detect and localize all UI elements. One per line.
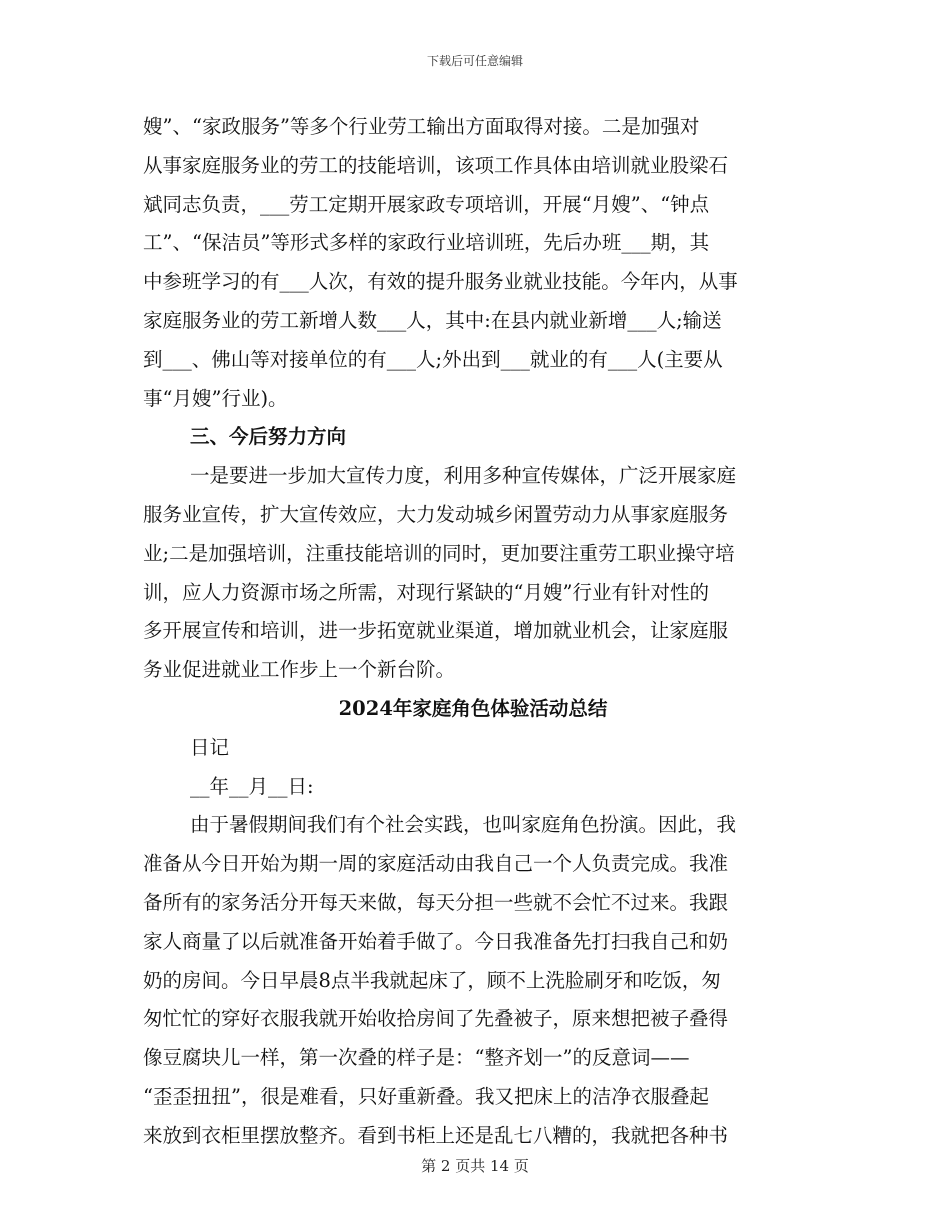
body-line: 奶的房间。今日早晨8点半我就起床了，顾不上洗脸刷牙和吃饭，匆 (143, 968, 721, 992)
body-line: 由于暑假期间我们有个社会实践，也叫家庭角色扮演。因此，我 (190, 813, 737, 837)
diary-label: 日记 (190, 735, 230, 759)
body-line: 务业促进就业工作步上一个新台阶。 (143, 658, 456, 682)
body-line: 训，应人力资源市场之所需，对现行紧缺的“月嫂”行业有针对性的 (143, 580, 709, 604)
page-number: 第 2 页共 14 页 (421, 1157, 529, 1175)
body-line: 匆忙忙的穿好衣服我就开始收拾房间了先叠被子，原来想把被子叠得 (143, 1007, 729, 1031)
body-line: 一是要进一步加大宣传力度，利用多种宣传媒体，广泛开展家庭 (190, 464, 737, 488)
body-line: 斌同志负责，___劳工定期开展家政专项培训，开展“月嫂”、“钟点 (143, 192, 710, 216)
body-line: 家庭服务业的劳工新增人数___人，其中:在县内就业新增___人;输送 (143, 308, 722, 332)
body-line: 像豆腐块儿一样，第一次叠的样子是：“整齐划一”的反意词—— (143, 1046, 690, 1070)
body-line: 多开展宣传和培训，进一步拓宽就业渠道，增加就业机会，让家庭服 (143, 619, 729, 643)
document-body (143, 108, 803, 1156)
body-line: 工”、“保洁员”等形式多样的家政行业培训班，先后办班___期，其 (143, 231, 710, 255)
body-line: 到___、佛山等对接单位的有___人;外出到___就业的有___人(主要从 (143, 347, 723, 371)
date-line: __年__月__日: (190, 774, 314, 798)
section-heading: 三、今后努力方向 (190, 425, 347, 449)
body-line: 家人商量了以后就准备开始着手做了。今日我准备先打扫我自己和奶 (143, 929, 729, 953)
body-line: 准备从今日开始为期一周的家庭活动由我自己一个人负责完成。我准 (143, 852, 729, 876)
body-line: 事“月嫂”行业)。 (143, 386, 288, 410)
document-title: 2024年家庭角色体验活动总结 (338, 696, 608, 720)
header-note: 下载后可任意编辑 (426, 54, 523, 68)
body-line: 从事家庭服务业的劳工的技能培训，该项工作具体由培训就业股梁石 (143, 153, 729, 177)
body-line: 中参班学习的有___人次，有效的提升服务业就业技能。今年内，从事 (143, 270, 738, 294)
body-line: “歪歪扭扭”，很是难看，只好重新叠。我又把床上的洁净衣服叠起 (143, 1084, 709, 1108)
body-line: 备所有的家务活分开每天来做，每天分担一些就不会忙不过来。我跟 (143, 890, 729, 914)
body-line: 来放到衣柜里摆放整齐。看到书柜上还是乱七八糟的，我就把各种书 (143, 1123, 729, 1147)
body-line: 嫂”、“家政服务”等多个行业劳工输出方面取得对接。二是加强对 (143, 115, 700, 138)
body-line: 服务业宣传，扩大宣传效应，大力发动城乡闲置劳动力从事家庭服务 (143, 502, 729, 526)
body-line: 业;二是加强培训，注重技能培训的同时，更加要注重劳工职业操守培 (143, 541, 735, 565)
